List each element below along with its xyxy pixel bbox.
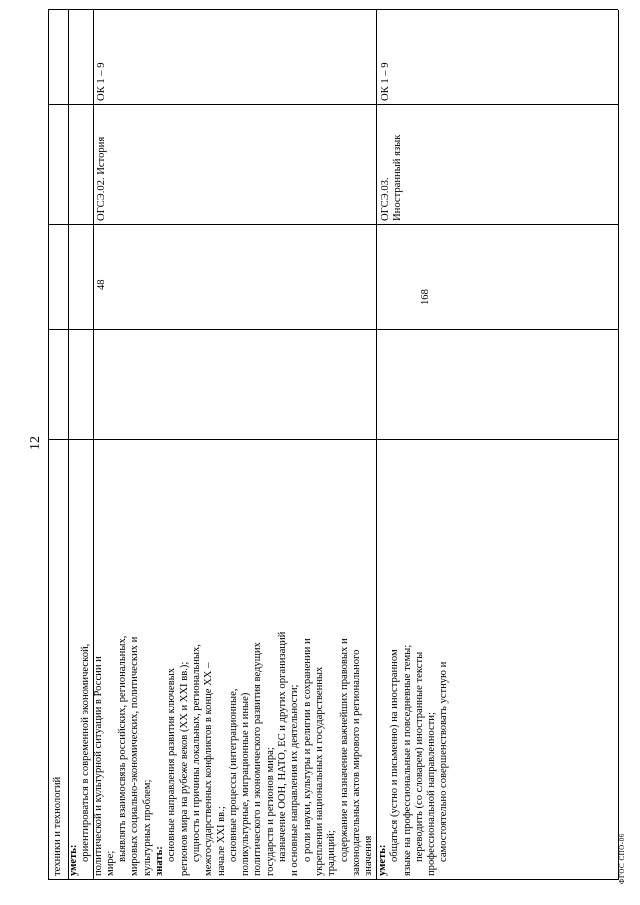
history-hours: 48 bbox=[96, 279, 107, 290]
language-hours: 168 bbox=[420, 289, 431, 305]
history-skills-text bbox=[68, 446, 375, 876]
history-line: содержание и назначение важнейших правовых и bbox=[338, 638, 350, 862]
history-discipline: ОГСЭ.02. История bbox=[96, 136, 107, 221]
history-line: о роли науки, культуры и религии в сохранении и bbox=[301, 638, 313, 862]
history-line: ориентироваться в современной экономической, bbox=[80, 643, 92, 862]
history-line: государств и регионов мира; bbox=[264, 747, 276, 876]
language-competencies: ОК 1 – 9 bbox=[380, 62, 391, 101]
row0-line: техники и технологий bbox=[52, 776, 63, 876]
language-line: самостоятельно совершенствовать устную и bbox=[438, 661, 450, 862]
col-divider-3 bbox=[48, 224, 618, 225]
history-line: межгосударственных конфликтов в конце XX – bbox=[203, 662, 215, 876]
history-line: мировых социально-экономических, политических и bbox=[129, 636, 141, 876]
table-bottom-border bbox=[618, 10, 619, 880]
col-divider-1 bbox=[48, 439, 618, 440]
language-line: переводить (со словарем) иностранные тексты bbox=[413, 651, 425, 862]
language-discipline-code: ОГСЭ.03. bbox=[380, 177, 391, 221]
language-line: общаться (устно и письменно) на иностранном bbox=[389, 649, 401, 862]
history-line: культурных проблем; bbox=[141, 779, 153, 876]
history-line: регионов мира на рубеже веков (XX и XXI вв.); bbox=[178, 661, 190, 876]
history-line: назначение ООН, НАТО, ЕС и других организаций bbox=[277, 631, 289, 862]
language-line: профессиональной направленности; bbox=[426, 712, 438, 876]
row0-text bbox=[52, 446, 64, 876]
history-line: основные направления развития ключевых bbox=[166, 667, 178, 862]
history-line: значения bbox=[363, 835, 375, 876]
table-left-border bbox=[48, 879, 618, 880]
table-right-border bbox=[48, 9, 618, 10]
history-line: укреплении национальных и государственных bbox=[313, 666, 325, 876]
col-divider-2 bbox=[48, 329, 618, 330]
history-line: знать: bbox=[154, 846, 166, 876]
col-divider-4 bbox=[48, 104, 618, 105]
language-skills-text bbox=[377, 446, 451, 876]
history-line: политического и экономического развития ведущих bbox=[252, 642, 264, 876]
language-line: языке на профессиональные и повседневные темы; bbox=[401, 644, 413, 876]
history-line: законодательных актов мирового и регионального bbox=[350, 649, 362, 876]
history-line: сущность и причины локальных, региональных, bbox=[190, 644, 202, 862]
history-line: выявлять взаимосвязь российских, региональных, bbox=[117, 635, 129, 862]
table-top-border bbox=[48, 10, 49, 880]
history-line: мире; bbox=[104, 850, 116, 876]
page-number: 12 bbox=[28, 436, 43, 450]
footer-label: ФГОС СПО-06 bbox=[618, 833, 626, 884]
history-line: политической и культурной ситуации в России и bbox=[92, 656, 104, 876]
language-line: уметь: bbox=[377, 844, 388, 876]
history-line: поликультурные, миграционные и иные) bbox=[240, 692, 252, 876]
history-line: уметь: bbox=[68, 844, 79, 876]
history-line: традиций; bbox=[326, 830, 338, 876]
language-discipline-name: Иностранный язык bbox=[392, 134, 403, 221]
rotated-page bbox=[8, 10, 628, 890]
history-competencies: ОК 1 – 9 bbox=[96, 62, 107, 101]
history-line: и основные направления их деятельности; bbox=[289, 684, 301, 876]
history-line: основные процессы (интеграционные, bbox=[227, 688, 239, 862]
history-line: начале XXI вв.; bbox=[215, 806, 227, 876]
